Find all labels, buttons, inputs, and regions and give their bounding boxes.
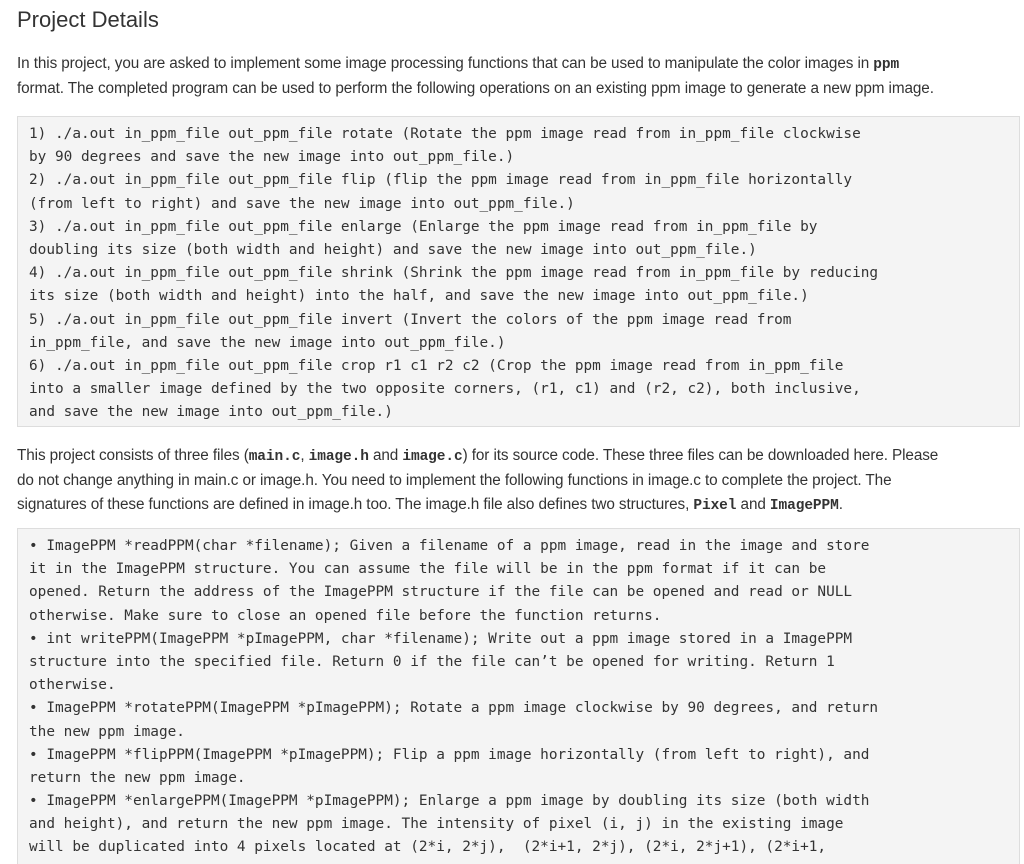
code-line: • ImagePPM *rotatePPM(ImagePPM *pImagePPM); Rotate a ppm image clockwise by 90 degrees, and return [29,700,879,717]
files-line-2: do not change anything in main.c or image.h. You need to implement the following functions in image.c to complete the project. The [17,472,892,489]
files-line-1 [17,444,1022,469]
code-line: otherwise. [29,677,116,694]
files-text: , [300,447,309,464]
code-line: • ImagePPM *enlargePPM(ImagePPM *pImagePPM); Enlarge a ppm image by doubling its size (both width [29,793,870,810]
intro-paragraph [17,52,1022,101]
code-line: 6) ./a.out in_ppm_file out_ppm_file crop r1 c1 r2 c2 (Crop the ppm image read from in_ppm_file [29,357,844,374]
code-line: the new ppm image. [29,723,185,740]
code-line: 1) ./a.out in_ppm_file out_ppm_file rotate (Rotate the ppm image read from in_ppm_file clockwise [29,126,861,142]
intro-line-1 [17,52,1022,77]
code-line: 5) ./a.out in_ppm_file out_ppm_file invert (Invert the colors of the ppm image read from [29,311,792,328]
code-line: otherwise. Make sure to close an opened file before the function returns. [29,607,662,624]
files-text: This project consists of three files ( [17,447,249,464]
inline-code-imageppm: ImagePPM [769,498,839,514]
code-line: doubling its size (both width and height) and save the new image into out_ppm_file.) [29,241,757,258]
files-text: . [838,496,843,513]
files-paragraph [17,444,1022,518]
code-line: return the new ppm image. [29,769,246,786]
code-line: (from left to right) and save the new image into out_ppm_file.) [29,195,575,212]
functions-code-block [17,528,1020,864]
code-line: and save the new image into out_ppm_file.) [29,404,393,421]
files-text: ) for its source code. These three files can be downloaded here. Please [462,447,939,464]
code-line: into a smaller image defined by the two opposite corners, (r1, c1) and (r2, c2), both inclusive, [29,381,861,398]
code-line: in_ppm_file, and save the new image into out_ppm_file.) [29,334,506,351]
code-line: • ImagePPM *readPPM(char *filename); Given a filename of a ppm image, read in the image and store [29,538,870,554]
inline-code-pixel: Pixel [693,498,737,514]
files-line-3 [17,493,1022,518]
files-text: signatures of these functions are defined in image.h too. The image.h file also defines two structures, [17,496,694,513]
files-text: and [736,496,770,513]
code-line: its size (both width and height) into the half, and save the new image into out_ppm_file.) [29,288,809,305]
code-line: will be duplicated into 4 pixels located at (2*i, 2*j), (2*i+1, 2*j), (2*i, 2*j+1), (2*i+1, [29,839,827,856]
code-line: • int writePPM(ImagePPM *pImagePPM, char *filename); Write out a ppm image stored in a ImagePPM [29,630,853,647]
files-text: and [368,447,403,464]
code-line: 4) ./a.out in_ppm_file out_ppm_file shrink (Shrink the ppm image read from in_ppm_file by reducing [29,265,879,282]
inline-code-image-c: image.c [402,449,463,465]
code-line: • ImagePPM *flipPPM(ImagePPM *pImagePPM); Flip a ppm image horizontally (from left to right), and [29,746,870,763]
code-line: 3) ./a.out in_ppm_file out_ppm_file enlarge (Enlarge the ppm image read from in_ppm_file by [29,218,818,235]
page-title: Project Details [17,7,159,32]
code-line: 2) ./a.out in_ppm_file out_ppm_file flip (flip the ppm image read from in_ppm_file horizontally [29,172,853,189]
inline-code-main-c: main.c [248,449,301,465]
intro-text: In this project, you are asked to implement some image processing functions that can be used to manipulate the color images in [17,55,874,72]
intro-line-2: format. The completed program can be used to perform the following operations on an existing ppm image to generate a new ppm image. [17,80,934,97]
operations-code-block [17,116,1020,427]
inline-code-ppm: ppm [873,57,900,73]
code-line: by 90 degrees and save the new image into out_ppm_file.) [29,149,515,166]
inline-code-image-h: image.h [308,449,369,465]
code-line: opened. Return the address of the ImagePPM structure if the file can be opened and read or NULL [29,584,853,601]
code-line: structure into the specified file. Return 0 if the file can’t be opened for writing. Return 1 [29,653,835,670]
code-line: and height), and return the new ppm image. The intensity of pixel (i, j) in the existing image [29,816,844,833]
code-line: it in the ImagePPM structure. You can assume the file will be in the ppm format if it can be [29,561,827,578]
